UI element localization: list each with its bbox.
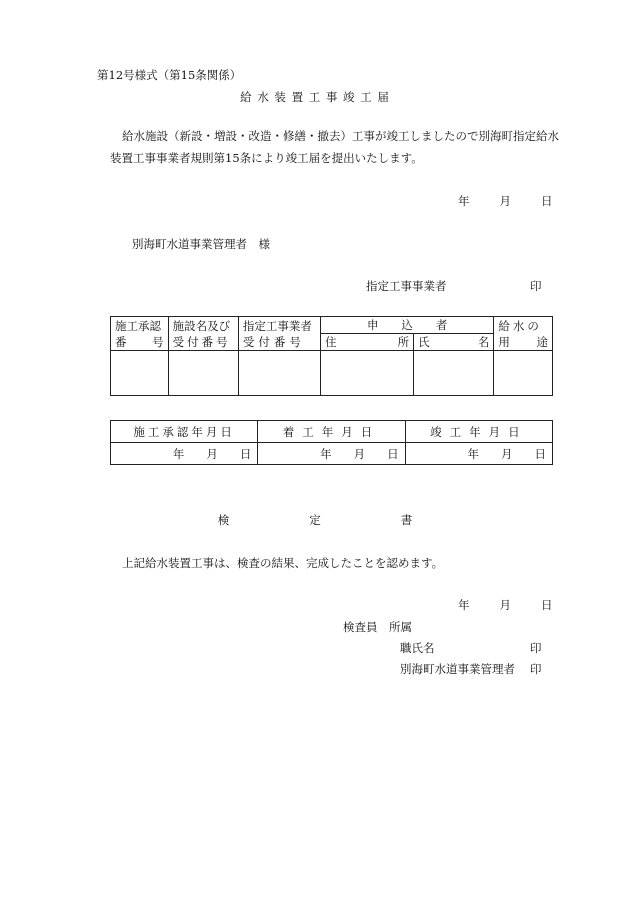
inspection-date: 年 月 日 xyxy=(458,598,553,612)
year-label: 年 xyxy=(458,194,470,208)
completion-date-cell[interactable]: 年 月 日 xyxy=(405,443,552,465)
completion-date-header: 竣工年月日 xyxy=(405,421,552,443)
facility-name-header: 施設名及び 受付番号 xyxy=(168,317,238,351)
address-cell[interactable] xyxy=(321,351,414,396)
day-label: 日 xyxy=(541,194,553,208)
dates-table xyxy=(110,420,553,465)
application-table xyxy=(110,316,553,396)
inspector-affiliation-label: 検査員 所属 xyxy=(343,620,412,634)
approval-number-header: 施工承認 番 号 xyxy=(111,317,169,351)
contractor-number-cell[interactable] xyxy=(238,351,320,396)
start-date-cell[interactable]: 年 月 日 xyxy=(258,443,405,465)
month-label: 月 xyxy=(499,194,511,208)
water-use-cell[interactable] xyxy=(494,351,553,396)
name-cell[interactable] xyxy=(414,351,494,396)
manager-label: 別海町水道事業管理者 xyxy=(400,662,515,676)
position-name-label: 職氏名 xyxy=(400,641,435,655)
form-number: 第12号様式（第15条関係） xyxy=(97,68,242,82)
inspection-certificate-title: 検 定 書 xyxy=(217,513,413,527)
document-title: 給 水 装 置 工 事 竣 工 届 xyxy=(240,90,390,104)
addressee: 別海町水道事業管理者 様 xyxy=(132,237,270,251)
approval-date-cell[interactable]: 年 月 日 xyxy=(111,443,258,465)
address-header: 住 所 xyxy=(321,334,414,351)
body-text-line1: 給水施設（新設・増設・改造・修繕・撤去）工事が竣工しましたので別海町指定給水 xyxy=(122,129,559,143)
inspector-seal-mark: 印 xyxy=(530,641,542,655)
approval-number-cell[interactable] xyxy=(111,351,169,396)
facility-name-cell[interactable] xyxy=(168,351,238,396)
manager-seal-mark: 印 xyxy=(530,662,542,676)
submission-date xyxy=(458,193,553,209)
approval-date-header: 施工承認年月日 xyxy=(111,421,258,443)
contractor-label: 指定工事事業者 xyxy=(366,279,447,293)
contractor-number-header: 指定工事業者 受付番号 xyxy=(238,317,320,351)
body-text-line2: 装置工事事業者規則第15条により竣工届を提出いたします。 xyxy=(110,151,423,165)
water-use-header: 給水の 用 途 xyxy=(494,317,553,351)
seal-mark: 印 xyxy=(530,279,542,293)
confirmation-text: 上記給水装置工事は、検査の結果、完成したことを認めます。 xyxy=(122,556,444,570)
start-date-header: 着工年月日 xyxy=(258,421,405,443)
applicant-header: 申 込 者 xyxy=(321,317,494,334)
name-header: 氏 名 xyxy=(414,334,494,351)
